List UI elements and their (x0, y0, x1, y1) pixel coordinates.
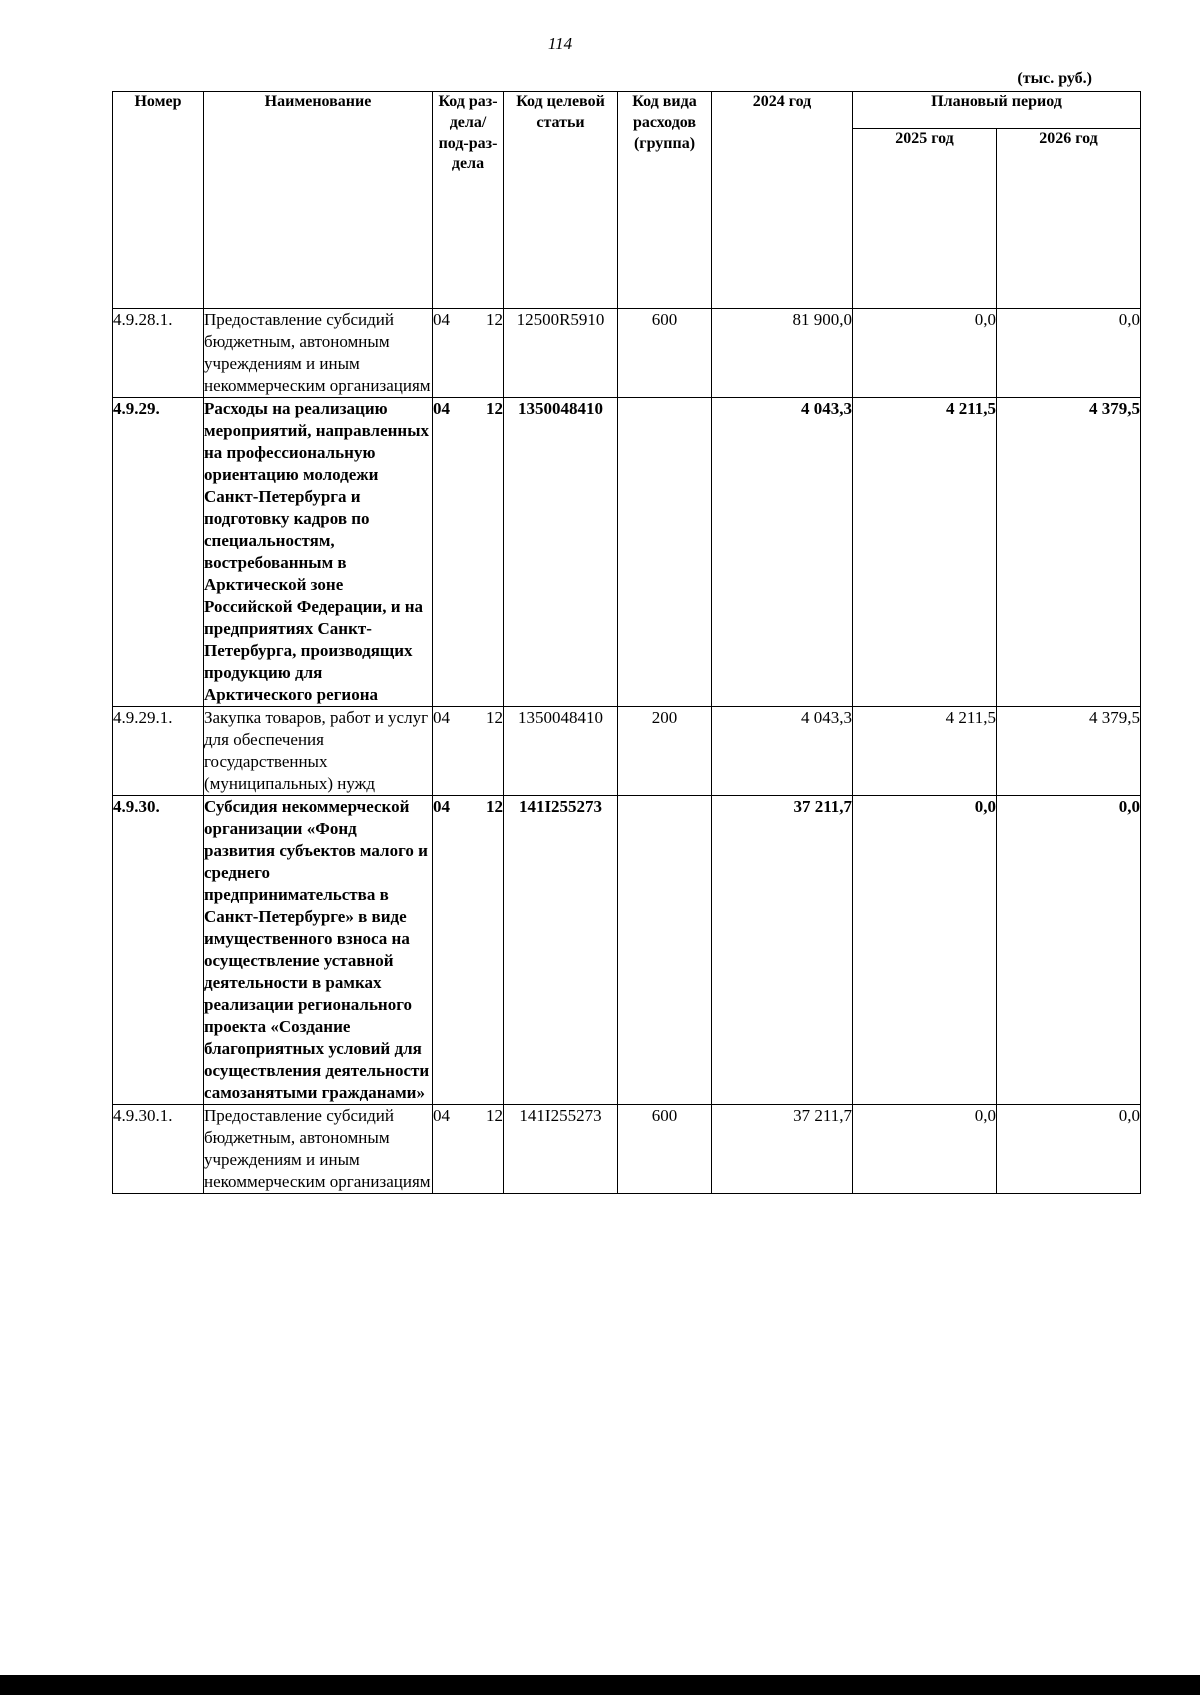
header-2025: 2025 год (853, 129, 997, 309)
row-name: Субсидия некоммерческой организации «Фонд развития субъектов малого и среднего предпринимательства в Санкт-Петербурге» в виде имущественного взноса на осуществление уставной деятельности в рамках реализации регионального проекта «Создание благоприятных условий для осуществления деятельности самозанятыми гражданами» (204, 796, 433, 1105)
table-body (113, 309, 1141, 1194)
table-row (113, 309, 1141, 398)
table-row (113, 1105, 1141, 1194)
budget-table (112, 91, 1141, 1194)
row-number: 4.9.29.1. (113, 707, 204, 796)
row-value-2025: 0,0 (853, 309, 997, 398)
page-number: 114 (547, 34, 573, 53)
row-expense-type: 200 (618, 707, 712, 796)
row-number: 4.9.30. (113, 796, 204, 1105)
header-name: Наименование (204, 92, 433, 309)
subsection-code: 12 (486, 399, 503, 418)
row-section-code (433, 796, 504, 1105)
subsection-code: 12 (486, 708, 503, 727)
row-value-2026: 0,0 (997, 1105, 1141, 1194)
header-2024: 2024 год (712, 92, 853, 309)
row-value-2025: 0,0 (853, 796, 997, 1105)
row-name: Закупка товаров, работ и услуг для обеспечения государственных (муниципальных) нужд (204, 707, 433, 796)
header-section-code: Код раз-дела/ под-раз-дела (433, 92, 504, 309)
row-section-code (433, 1105, 504, 1194)
row-target-code: 1350048410 (504, 398, 618, 707)
header-target-code: Код целевой статьи (504, 92, 618, 309)
section-code: 04 (433, 708, 450, 727)
row-name: Расходы на реализацию мероприятий, направленных на профессиональную ориентацию молодежи Санкт-Петербурга и подготовку кадров по специальностям, востребованным в Арктической зоне Российской Федерации, и на предприятиях Санкт-Петербурга, производящих продукцию для Арктического региона (204, 398, 433, 707)
units-label: (тыс. руб.) (1017, 70, 1092, 87)
subsection-code: 12 (486, 310, 503, 329)
subsection-code: 12 (486, 1106, 503, 1125)
row-section-code (433, 707, 504, 796)
row-value-2026: 0,0 (997, 309, 1141, 398)
row-name: Предоставление субсидий бюджетным, автономным учреждениям и иным некоммерческим организациям (204, 309, 433, 398)
table-row (113, 796, 1141, 1105)
row-value-2024: 81 900,0 (712, 309, 853, 398)
row-value-2024: 37 211,7 (712, 796, 853, 1105)
row-value-2025: 4 211,5 (853, 707, 997, 796)
row-number: 4.9.30.1. (113, 1105, 204, 1194)
row-expense-type (618, 398, 712, 707)
section-code: 04 (433, 399, 450, 418)
row-value-2024: 4 043,3 (712, 398, 853, 707)
row-value-2026: 4 379,5 (997, 707, 1141, 796)
row-value-2024: 37 211,7 (712, 1105, 853, 1194)
header-number: Номер (113, 92, 204, 309)
section-code: 04 (433, 1106, 450, 1125)
row-value-2025: 0,0 (853, 1105, 997, 1194)
row-target-code: 12500R5910 (504, 309, 618, 398)
row-value-2024: 4 043,3 (712, 707, 853, 796)
row-value-2026: 4 379,5 (997, 398, 1141, 707)
row-section-code (433, 398, 504, 707)
section-code: 04 (433, 797, 450, 816)
section-code: 04 (433, 310, 450, 329)
row-section-code (433, 309, 504, 398)
table-row (113, 398, 1141, 707)
header-planning-period: Плановый период (853, 92, 1141, 129)
row-value-2026: 0,0 (997, 796, 1141, 1105)
row-target-code: 1350048410 (504, 707, 618, 796)
row-target-code: 141I255273 (504, 796, 618, 1105)
header-row (113, 92, 1141, 129)
subsection-code: 12 (486, 797, 503, 816)
table-row (113, 707, 1141, 796)
scan-border (0, 1675, 1200, 1695)
header-2026: 2026 год (997, 129, 1141, 309)
row-expense-type: 600 (618, 309, 712, 398)
row-value-2025: 4 211,5 (853, 398, 997, 707)
row-expense-type: 600 (618, 1105, 712, 1194)
row-number: 4.9.28.1. (113, 309, 204, 398)
row-number: 4.9.29. (113, 398, 204, 707)
row-target-code: 141I255273 (504, 1105, 618, 1194)
row-name: Предоставление субсидий бюджетным, автономным учреждениям и иным некоммерческим организациям (204, 1105, 433, 1194)
row-expense-type (618, 796, 712, 1105)
header-expense-type: Код вида расходов (группа) (618, 92, 712, 309)
